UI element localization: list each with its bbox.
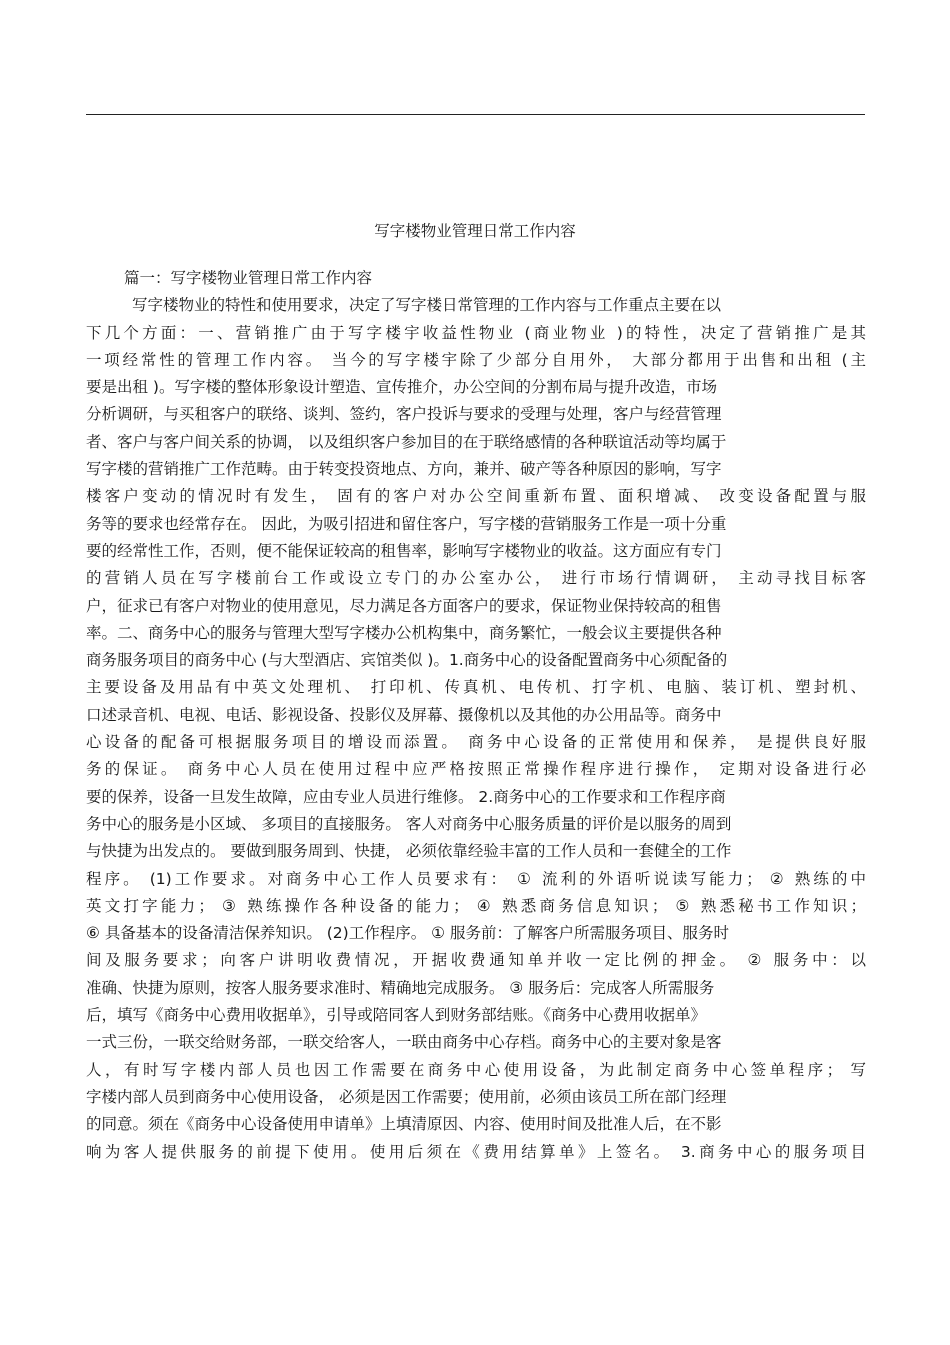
- body-line: 写字楼物业的特性和使用要求，决定了写字楼日常管理的工作内容与工作重点主要在以: [132, 296, 722, 315]
- body-line: 程序。 (1)工作要求。对商务中心工作人员要求有： ① 流利的外语听说读写能力； ② 熟练的中: [86, 869, 866, 888]
- body-line: 商务服务项目的商务中心 (与大型酒店、宾馆类似 )。1.商务中心的设备配置商务中心须配备的: [86, 651, 728, 670]
- body-line: 响为客人提供服务的前提下使用。使用后须在《费用结算单》上签名。 3.商务中心的服务项目: [86, 1142, 866, 1161]
- document-body: [86, 265, 866, 1166]
- body-line: 务的保证。 商务中心人员在使用过程中应严格按照正常操作程序进行操作， 定期对设备进行必: [86, 760, 866, 779]
- header-rule: [86, 114, 865, 115]
- body-line: 务中心的服务是小区域、 多项目的直接服务。 客人对商务中心服务质量的评价是以服务的周到: [86, 814, 732, 833]
- body-line: 分析调研，与买租客户的联络、谈判、签约，客户投诉与要求的受理与处理，客户与经营管理: [86, 405, 722, 424]
- body-line: 后，填写《商务中心费用收据单》，引导或陪同客人到财务部结账。《商务中心费用收据单》: [86, 1006, 707, 1025]
- body-line: 务等的要求也经常存在。 因此，为吸引招进和留住客户，写字楼的营销服务工作是一项十分重: [86, 514, 727, 533]
- body-line: 人，有时写字楼内部人员也因工作需要在商务中心使用设备，为此制定商务中心签单程序； 写: [86, 1060, 866, 1079]
- body-line: 英文打字能力； ③ 熟练操作各种设备的能力； ④ 熟悉商务信息知识； ⑤ 熟悉秘书工作知识；: [86, 896, 866, 915]
- body-line: 的同意。须在《商务中心设备使用申请单》上填清原因、内容、使用时间及批准人后，在不影: [86, 1115, 722, 1134]
- body-line: 字楼内部人员到商务中心使用设备， 必须是因工作需要；使用前，必须由该员工所在部门经理: [86, 1087, 727, 1106]
- body-line: 要的经常性工作，否则，便不能保证较高的租售率，影响写字楼物业的收益。这方面应有专门: [86, 541, 722, 560]
- body-line: 主要设备及用品有中英文处理机、 打印机、传真机、电传机、打字机、电脑、装订机、塑封机、: [86, 678, 866, 697]
- document-title: 写字楼物业管理日常工作内容: [374, 222, 576, 240]
- body-line: 要的保养，设备一旦发生故障，应由专业人员进行维修。 2.商务中心的工作要求和工作程序商: [86, 787, 726, 806]
- body-line: 楼客户变动的情况时有发生， 固有的客户对办公空间重新布置、面积增减、 改变设备配置与服: [86, 487, 866, 506]
- body-line: 与快捷为出发点的。 要做到服务周到、快捷， 必须依靠经验丰富的工作人员和一套健全的工作: [86, 842, 732, 861]
- body-line: 写字楼的营销推广工作范畴。由于转变投资地点、方向，兼并、破产等各种原因的影响，写字: [86, 460, 722, 479]
- body-line: 要是出租 )。写字楼的整体形象设计塑造、宣传推介，办公空间的分割布局与提升改造，市场: [86, 378, 717, 397]
- body-line: 的营销人员在写字楼前台工作或设立专门的办公室办公， 进行市场行情调研， 主动寻找目标客: [86, 569, 866, 588]
- body-line: 准确、快捷为原则，按客人服务要求准时、精确地完成服务。 ③ 服务后：完成客人所需服务: [86, 978, 715, 997]
- body-line: 户，征求已有客户对物业的使用意见，尽力满足各方面客户的要求，保证物业保持较高的租售: [86, 596, 722, 615]
- body-line: 一项经常性的管理工作内容。 当今的写字楼宇除了少部分自用外， 大部分都用于出售和出租 (主: [86, 350, 866, 369]
- section-heading: 篇一：写字楼物业管理日常工作内容: [124, 269, 373, 287]
- body-line: 者、客户与客户间关系的协调， 以及组织客户参加目的在于联络感情的各种联谊活动等均属于: [86, 432, 727, 451]
- body-line: 间及服务要求；向客户讲明收费情况，开据收费通知单并收一定比例的押金。 ② 服务中：以: [86, 951, 866, 970]
- body-line: 下几个方面：一、营销推广由于写字楼宇收益性物业 (商业物业 )的特性，决定了营销推广是其: [86, 323, 866, 342]
- body-line: 率。二、商务中心的服务与管理大型写字楼办公机构集中，商务繁忙，一般会议主要提供各种: [86, 623, 722, 642]
- body-line: 一式三份，一联交给财务部，一联交给客人，一联由商务中心存档。商务中心的主要对象是客: [86, 1033, 722, 1052]
- body-line: 口述录音机、电视、电话、影视设备、投影仪及屏幕、摄像机以及其他的办公用品等。商务中: [86, 705, 722, 724]
- body-line: ⑥ 具备基本的设备清洁保养知识。 (2)工作程序。 ① 服务前：了解客户所需服务项目、服务时: [86, 924, 729, 943]
- body-line: 心设备的配备可根据服务项目的增设而添置。 商务中心设备的正常使用和保养， 是提供良好服: [86, 733, 866, 752]
